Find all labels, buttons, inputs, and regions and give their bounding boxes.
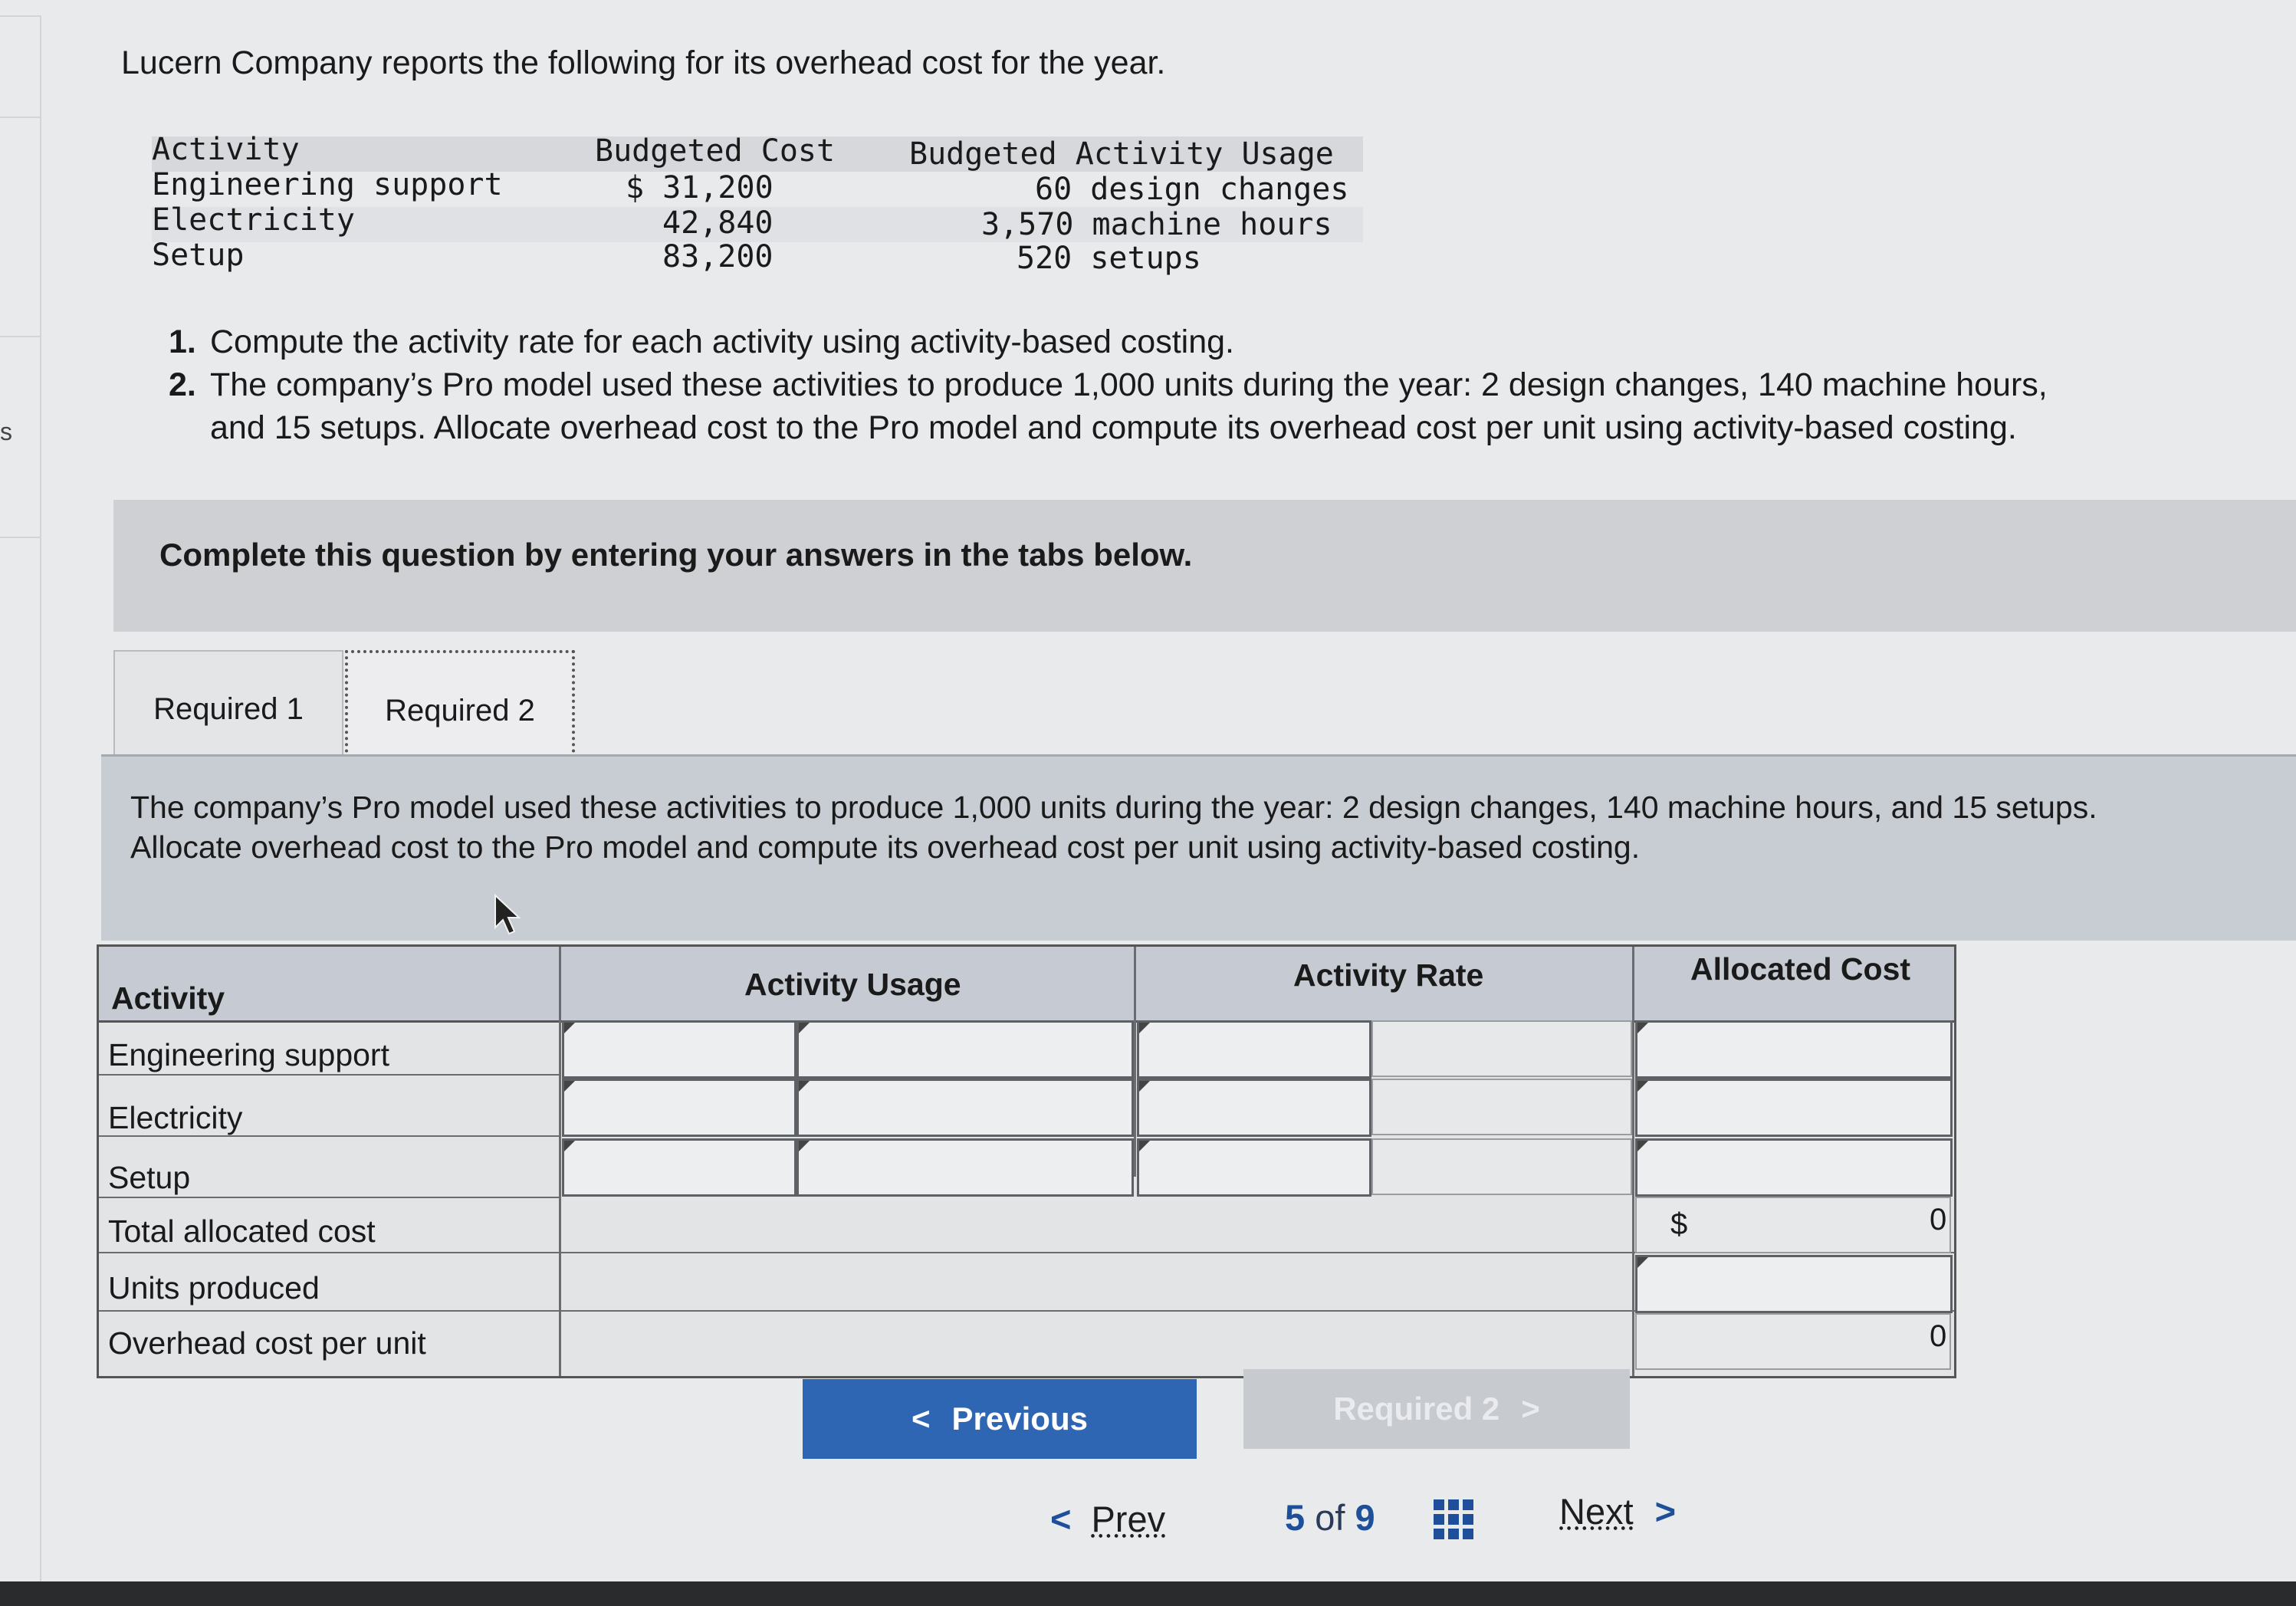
chevron-left-icon: < <box>1050 1499 1072 1539</box>
prev-label: Prev <box>1091 1499 1166 1539</box>
prev-question-link[interactable] <box>1050 1498 1165 1540</box>
budget-row-cost: 83,200 <box>662 239 774 274</box>
total-currency-symbol: $ <box>1670 1207 1688 1241</box>
budget-row-activity: Electricity <box>152 202 355 238</box>
question-grid-icon[interactable] <box>1432 1498 1475 1541</box>
total-questions-number: 9 <box>1355 1497 1375 1538</box>
rate-unit-cell-electricity <box>1371 1079 1632 1135</box>
question-pager <box>1043 1491 1733 1564</box>
budget-row-usage: 520 setups <box>1017 241 1201 276</box>
column-header-activity-usage: Activity Usage <box>744 967 961 1002</box>
tab-label: Required 2 <box>385 693 535 727</box>
allocated-cost-input-setup[interactable] <box>1635 1138 1953 1197</box>
budget-row-activity: Setup <box>152 238 245 273</box>
previous-tab-button[interactable] <box>803 1379 1197 1459</box>
current-question-number: 5 <box>1285 1497 1306 1538</box>
next-question-link[interactable] <box>1559 1490 1676 1532</box>
usage-unit-input-engineering-support[interactable] <box>797 1020 1134 1079</box>
left-edge-letter: s <box>0 418 12 445</box>
column-header-activity-rate: Activity Rate <box>1293 957 1484 993</box>
question-counter <box>1285 1496 1375 1539</box>
row-divider <box>99 1197 559 1198</box>
row-label-overhead-cost-per-unit: Overhead cost per unit <box>108 1325 426 1361</box>
rate-input-electricity[interactable] <box>1137 1079 1371 1137</box>
previous-label: Previous <box>951 1401 1088 1437</box>
row-label-setup: Setup <box>108 1160 191 1195</box>
next-tab-label: Required 2 <box>1333 1391 1500 1427</box>
row-label-engineering-support: Engineering support <box>108 1037 389 1072</box>
column-header-allocated-cost: Allocated Cost <box>1690 951 1911 987</box>
budget-header-activity: Activity <box>152 132 300 167</box>
row-label-units-produced: Units produced <box>108 1270 320 1305</box>
tab-panel <box>101 754 2296 941</box>
bottom-edge-bar <box>0 1581 2296 1606</box>
usage-input-setup[interactable] <box>562 1138 797 1197</box>
requirement-text: and 15 setups. Allocate overhead cost to the Pro model and compute its overhead cost per unit using activity-based costing. <box>210 409 2017 446</box>
budget-row-activity: Engineering support <box>152 167 503 202</box>
requirement-text: The company’s Pro model used these activities to produce 1,000 units during the year: 2 design changes, 140 machine hours, <box>210 366 2048 403</box>
requirement-item <box>169 320 2254 363</box>
overhead-cost-per-unit-cell <box>1635 1313 1951 1370</box>
mouse-cursor-icon <box>494 894 524 937</box>
row-divider <box>99 1074 559 1076</box>
tab-required-2[interactable] <box>345 650 575 771</box>
column-header-activity: Activity <box>111 980 225 1016</box>
tab-label: Required 1 <box>153 691 304 726</box>
allocated-cost-input-engineering-support[interactable] <box>1635 1020 1953 1079</box>
requirement-text: Compute the activity rate for each activity using activity-based costing. <box>210 323 1235 360</box>
column-divider <box>1134 947 1136 1177</box>
units-produced-input[interactable] <box>1635 1255 1953 1313</box>
instruction-text: Complete this question by entering your answers in the tabs below. <box>159 537 1193 573</box>
panel-text-line: The company’s Pro model used these activities to produce 1,000 units during the year: 2 design changes, 140 machine hours, and 15 setups. <box>130 790 2097 825</box>
requirement-number: 1. <box>169 323 196 360</box>
next-tab-button[interactable] <box>1243 1369 1630 1449</box>
counter-of-label: of <box>1315 1497 1345 1538</box>
requirement-item <box>169 363 2254 449</box>
chevron-right-icon: > <box>1654 1491 1677 1532</box>
allocated-cost-input-electricity[interactable] <box>1635 1079 1953 1137</box>
usage-unit-input-electricity[interactable] <box>797 1079 1134 1137</box>
answer-table <box>97 944 1956 1378</box>
rate-unit-cell-setup <box>1371 1138 1632 1195</box>
panel-text-line: Allocate overhead cost to the Pro model and compute its overhead cost per unit using activity-based costing. <box>130 829 1641 865</box>
budget-row-usage: 60 design changes <box>1035 172 1349 207</box>
next-label: Next <box>1559 1491 1634 1532</box>
requirement-number: 2. <box>169 366 196 403</box>
chevron-right-icon: > <box>1521 1391 1540 1427</box>
column-divider <box>1632 947 1634 1376</box>
budget-header-cost: Budgeted Cost <box>595 133 836 169</box>
budget-header-usage: Budgeted Activity Usage <box>909 136 1334 172</box>
rate-input-engineering-support[interactable] <box>1137 1020 1371 1079</box>
chevron-left-icon: < <box>912 1401 931 1437</box>
instruction-banner <box>113 500 2296 632</box>
answer-table-header-row <box>99 947 1954 1023</box>
left-edge-frame <box>0 15 41 1595</box>
column-divider <box>559 947 561 1376</box>
left-frame-segment <box>0 15 40 118</box>
usage-input-electricity[interactable] <box>562 1079 797 1137</box>
usage-input-engineering-support[interactable] <box>562 1020 797 1079</box>
tab-required-1[interactable] <box>113 650 343 767</box>
overhead-cost-per-unit-value: 0 <box>1930 1319 1947 1353</box>
requirements-list <box>169 320 2254 449</box>
panel-instructions <box>130 787 2285 867</box>
rate-input-setup[interactable] <box>1137 1138 1371 1197</box>
intro-text: Lucern Company reports the following for its overhead cost for the year. <box>121 44 1166 81</box>
budget-row-cost: $ 31,200 <box>626 170 774 205</box>
budget-table <box>152 132 1363 278</box>
usage-unit-input-setup[interactable] <box>797 1138 1134 1197</box>
total-allocated-cost-value: 0 <box>1930 1203 1947 1237</box>
budget-row-usage: 3,570 machine hours <box>981 207 1332 242</box>
row-label-electricity: Electricity <box>108 1100 243 1135</box>
row-label-total-allocated-cost: Total allocated cost <box>108 1214 376 1249</box>
budget-row-cost: 42,840 <box>662 205 774 241</box>
rate-unit-cell-engineering-support <box>1371 1020 1632 1077</box>
